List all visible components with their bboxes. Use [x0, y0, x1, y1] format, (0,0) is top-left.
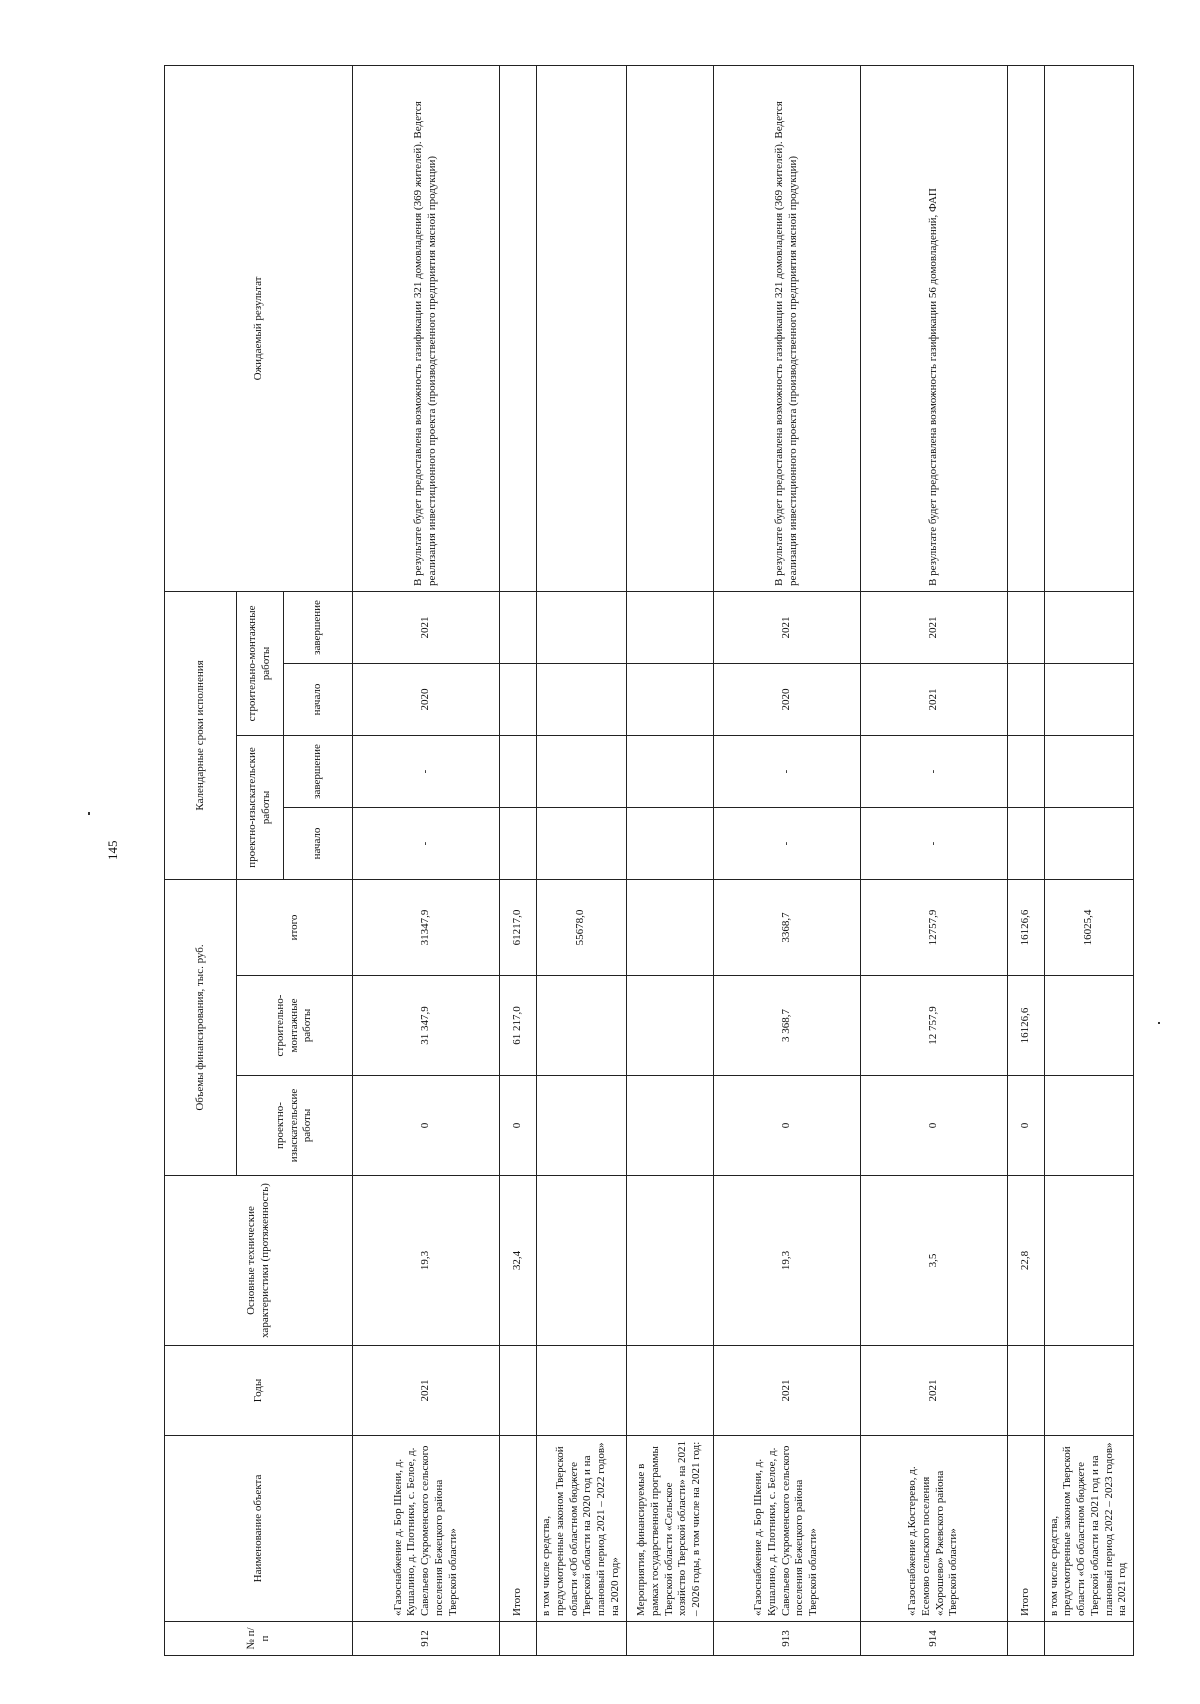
- cell-result: В результате будет предоставлена возможность газификации 321 домовладения (369 жителей). Ведется реализация инвестиционного проекта (производственного предприятия мясной продукции): [353, 65, 500, 591]
- cell-design: 0: [353, 1076, 500, 1176]
- cell-year: [1007, 1346, 1044, 1436]
- cell-empty: [626, 1346, 713, 1436]
- cell-empty: [537, 1176, 627, 1346]
- gasification-table: [164, 65, 1134, 1656]
- cell-empty: [500, 591, 537, 663]
- header-schedule-design: проектно-изыскательские работы: [237, 736, 284, 880]
- cell-construction: 3 368,7: [713, 976, 860, 1076]
- header-construction-end: завершение: [284, 591, 353, 663]
- cell-empty: [537, 736, 627, 808]
- cell-num: [500, 1622, 537, 1656]
- cell-construction-start: 2020: [353, 664, 500, 736]
- cell-empty: [1007, 591, 1044, 663]
- cell-design: 0: [500, 1076, 537, 1176]
- cell-empty: [500, 664, 537, 736]
- cell-construction: 16126,6: [1007, 976, 1044, 1076]
- cell-design-start: -: [860, 808, 1007, 880]
- cell-empty: [1044, 976, 1134, 1076]
- cell-num: 913: [713, 1622, 860, 1656]
- table-row: [537, 65, 627, 1655]
- cell-empty: [537, 1076, 627, 1176]
- table-row: [500, 65, 537, 1655]
- cell-empty: [626, 976, 713, 1076]
- cell-name: Мероприятия, финансируемые в рамках государственной программы Тверской области «Сельское хозяйство Тверской области» на 2021 – 2026 годы, в том числе на 2021 год:: [626, 1436, 713, 1622]
- cell-construction-end: 2021: [353, 591, 500, 663]
- cell-design-end: -: [353, 736, 500, 808]
- cell-empty: [1044, 1346, 1134, 1436]
- cell-name: в том числе средства, предусмотренные законом Тверской области «Об областном бюджете Тверской области на 2020 год и на плановый период 2021 – 2022 годов» на 2020 год»: [537, 1436, 627, 1622]
- cell-design-start: -: [353, 808, 500, 880]
- cell-empty: [500, 808, 537, 880]
- cell-empty: [626, 65, 713, 591]
- header-name: Наименование объекта: [165, 1436, 353, 1622]
- cell-total: 16025,4: [1044, 880, 1134, 976]
- cell-empty: [626, 591, 713, 663]
- cell-spec: 19,3: [713, 1176, 860, 1346]
- cell-construction: 31 347,9: [353, 976, 500, 1076]
- cell-empty: [1044, 65, 1134, 591]
- cell-empty: [537, 808, 627, 880]
- cell-total: 3368,7: [713, 880, 860, 976]
- cell-year: 2021: [353, 1346, 500, 1436]
- cell-name: «Газоснабжение д.Костерево, д. Есемово сельского поселения «Хорошево» Ржевского района Тверской области»: [860, 1436, 1007, 1622]
- header-design-end: завершение: [284, 736, 353, 808]
- cell-num: 914: [860, 1622, 1007, 1656]
- cell-empty: [626, 1076, 713, 1176]
- cell-design-end: -: [860, 736, 1007, 808]
- cell-spec: 22,8: [1007, 1176, 1044, 1346]
- cell-construction-end: 2021: [860, 591, 1007, 663]
- cell-construction: 61 217,0: [500, 976, 537, 1076]
- header-funding-total: итого: [237, 880, 353, 976]
- cell-name: «Газоснабжение д. Бор Шкени, д. Кушалино, д. Плотники, с. Белое, д. Савельево Сукроменского сельского поселения Бежецкого района Тверской области»: [713, 1436, 860, 1622]
- header-funding-design: проектно-изыскательские работы: [237, 1076, 353, 1176]
- cell-empty: [1044, 808, 1134, 880]
- cell-num: [537, 1622, 627, 1656]
- cell-empty: [626, 1176, 713, 1346]
- header-schedule-construction: строительно-монтажные работы: [237, 591, 284, 735]
- cell-design: 0: [860, 1076, 1007, 1176]
- header-construction-start: начало: [284, 664, 353, 736]
- header-schedule: Календарные сроки исполнения: [165, 591, 237, 879]
- table-row: [713, 65, 860, 1655]
- cell-empty: [1007, 65, 1044, 591]
- cell-empty: [1007, 808, 1044, 880]
- cell-empty: [1007, 736, 1044, 808]
- cell-name: в том числе средства, предусмотренные законом Тверской области «Об областном бюджете Тверской области на 2021 год и на плановый период 2022 – 2023 годов» на 2021 год: [1044, 1436, 1134, 1622]
- cell-construction-start: 2020: [713, 664, 860, 736]
- cell-num: [626, 1622, 713, 1656]
- cell-num: 912: [353, 1622, 500, 1656]
- page-number: 145: [105, 840, 120, 860]
- cell-empty: [537, 976, 627, 1076]
- cell-total: 61217,0: [500, 880, 537, 976]
- cell-total: 12757,9: [860, 880, 1007, 976]
- cell-num: [1007, 1622, 1044, 1656]
- cell-spec: 19,3: [353, 1176, 500, 1346]
- scan-mark: [88, 812, 90, 815]
- cell-spec: 32,4: [500, 1176, 537, 1346]
- table-row: [1044, 65, 1134, 1655]
- cell-result: В результате будет предоставлена возможность газификации 56 домовладений, ФАП: [860, 65, 1007, 591]
- rotated-table-wrapper: [164, 66, 1129, 1656]
- cell-empty: [626, 664, 713, 736]
- cell-num: [1044, 1622, 1134, 1656]
- cell-name: «Газоснабжение д. Бор Шкени, д. Кушалино, д. Плотники, с. Белое, д. Савельево Сукроменского сельского поселения Бежецкого района Тверской области»: [353, 1436, 500, 1622]
- cell-empty: [626, 808, 713, 880]
- cell-empty: [1044, 664, 1134, 736]
- table-row: [626, 65, 713, 1655]
- cell-empty: [500, 65, 537, 591]
- cell-spec: 3,5: [860, 1176, 1007, 1346]
- cell-total: 55678,0: [537, 880, 627, 976]
- cell-empty: [626, 736, 713, 808]
- cell-empty: [1044, 1076, 1134, 1176]
- cell-empty: [626, 880, 713, 976]
- cell-empty: [537, 664, 627, 736]
- cell-total: 31347,9: [353, 880, 500, 976]
- header-funding-construction: строительно-монтажные работы: [237, 976, 353, 1076]
- cell-empty: [537, 591, 627, 663]
- cell-design-end: -: [713, 736, 860, 808]
- cell-result: В результате будет предоставлена возможность газификации 321 домовладения (369 жителей). Ведется реализация инвестиционного проекта (производственного предприятия мясной продукции): [713, 65, 860, 591]
- cell-empty: [537, 65, 627, 591]
- cell-construction-start: 2021: [860, 664, 1007, 736]
- cell-design: 0: [1007, 1076, 1044, 1176]
- cell-construction-end: 2021: [713, 591, 860, 663]
- header-years: Годы: [165, 1346, 353, 1436]
- header-funding: Объемы финансирования, тыс. руб.: [165, 880, 237, 1176]
- cell-empty: [1044, 736, 1134, 808]
- cell-construction: 12 757,9: [860, 976, 1007, 1076]
- header-result: Ожидаемый результат: [165, 65, 353, 591]
- table-row: [353, 65, 500, 1655]
- header-num: № п/п: [165, 1622, 353, 1656]
- cell-empty: [1044, 1176, 1134, 1346]
- cell-name: Итого: [1007, 1436, 1044, 1622]
- cell-design-start: -: [713, 808, 860, 880]
- cell-year: [500, 1346, 537, 1436]
- header-specs: Основные технические характеристики (протяженность): [165, 1176, 353, 1346]
- cell-empty: [1044, 591, 1134, 663]
- cell-total: 16126,6: [1007, 880, 1044, 976]
- cell-name: Итого: [500, 1436, 537, 1622]
- cell-empty: [500, 736, 537, 808]
- scan-mark: [1158, 1022, 1160, 1024]
- cell-year: 2021: [713, 1346, 860, 1436]
- table-row: [1007, 65, 1044, 1655]
- cell-design: 0: [713, 1076, 860, 1176]
- header-design-start: начало: [284, 808, 353, 880]
- cell-empty: [1007, 664, 1044, 736]
- cell-empty: [537, 1346, 627, 1436]
- table-row: [860, 65, 1007, 1655]
- cell-year: 2021: [860, 1346, 1007, 1436]
